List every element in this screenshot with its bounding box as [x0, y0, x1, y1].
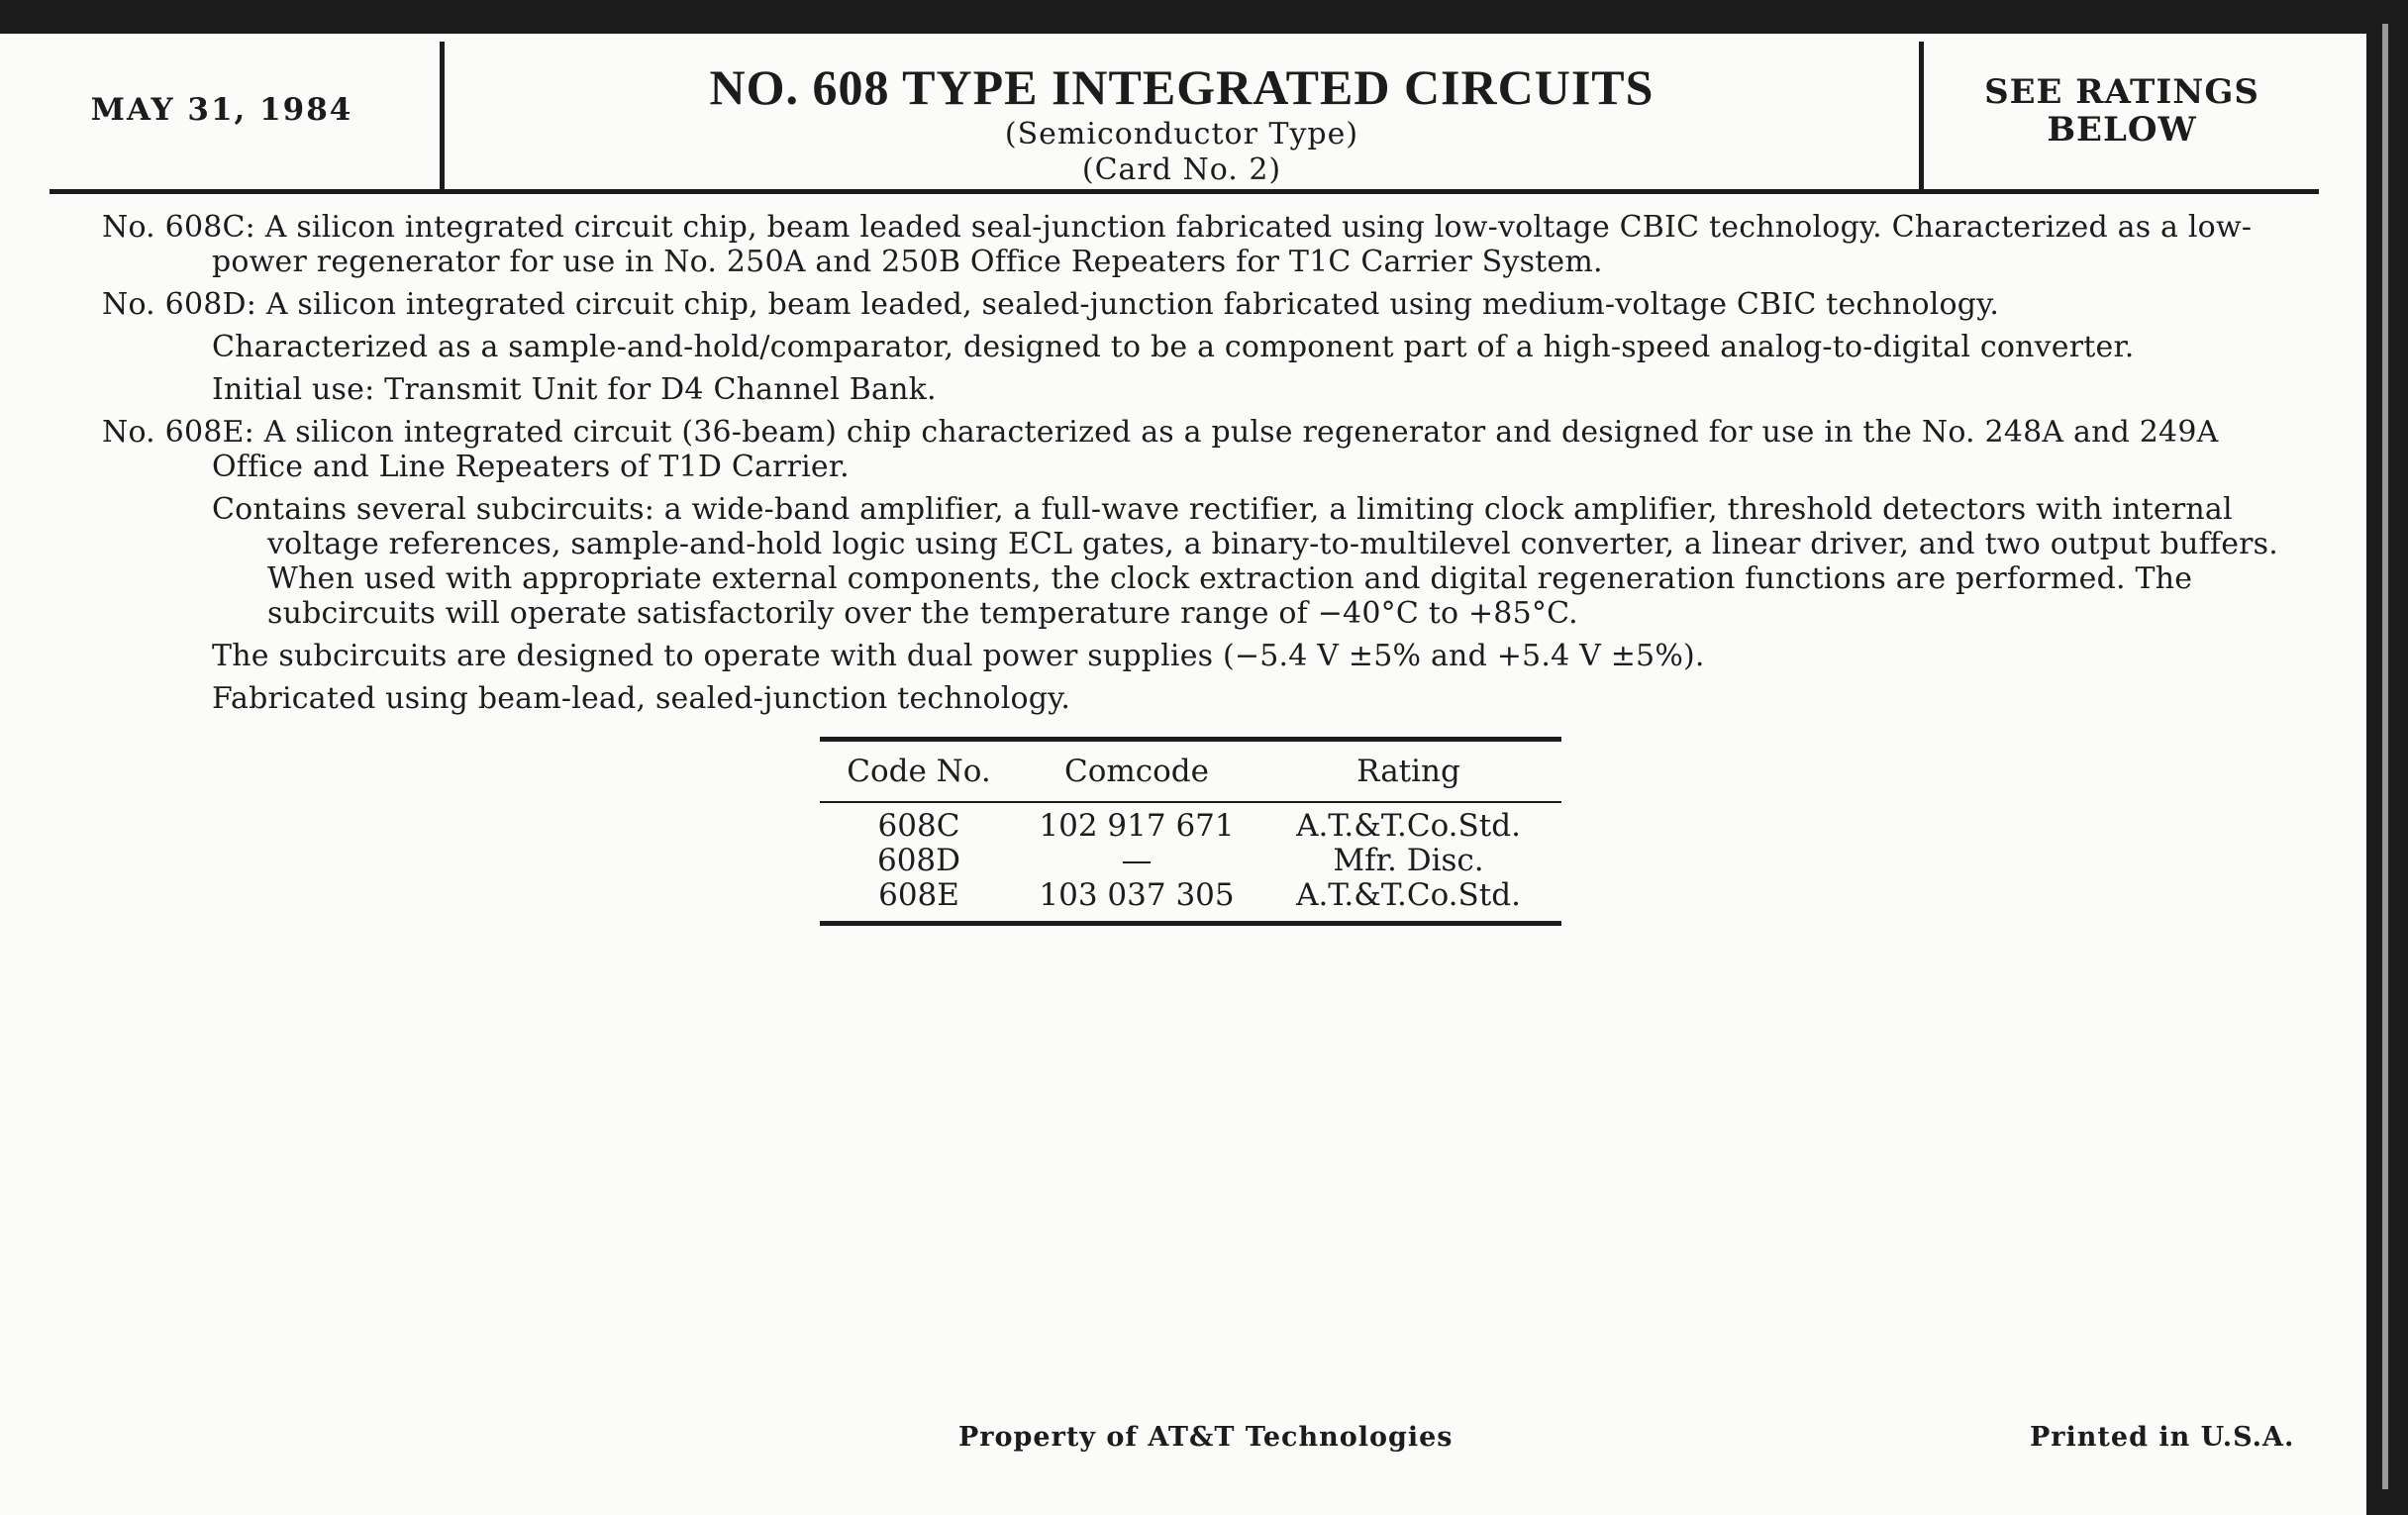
ratings-table — [820, 737, 1561, 926]
column-header-comcode: Comcode — [1064, 754, 1209, 789]
footer-printed: Printed in U.S.A. — [2030, 1422, 2295, 1453]
table-row — [820, 803, 1561, 844]
paragraph-608d: No. 608D: A silicon integrated circuit chip, beam leaded, sealed-junction fabricated using medium-voltage CBIC technology. — [102, 287, 2000, 322]
paragraph-608e-fabrication: Fabricated using beam-lead, sealed-junction technology. — [212, 681, 1071, 716]
paragraph-608d-characterized: Characterized as a sample-and-hold/comparator, designed to be a component part of a high-speed analog-to-digital converter. — [212, 330, 2135, 364]
cell-comcode: 103 037 305 — [1039, 877, 1235, 913]
cell-rating: Mfr. Disc. — [1333, 843, 1484, 878]
paragraph-608c: No. 608C: A silicon integrated circuit chip, beam leaded seal-junction fabricated using low-voltage CBIC technology. Characterized as a low-power regenerator for use in No. 250A and 250B Office Repeaters for T1C Carrier System. — [102, 210, 2253, 279]
card-title-block — [445, 57, 1919, 188]
card-subtitle: (Semiconductor Type) — [1004, 117, 1359, 152]
header-rule — [50, 189, 2319, 194]
paragraph-608e-power: The subcircuits are designed to operate with dual power supplies (−5.4 V ±5% and +5.4 V ±5%). — [212, 639, 1705, 673]
cell-code: 608C — [877, 808, 960, 844]
cell-rating: A.T.&T.Co.Std. — [1296, 877, 1521, 913]
cell-rating: A.T.&T.Co.Std. — [1296, 808, 1521, 844]
paragraph-608e-contains: Contains several subcircuits: a wide-band amplifier, a full-wave rectifier, a limiting clock amplifier, threshold detectors with internal voltage references, sample-and-hold logic using ECL gates, a binary-to-multilevel converter, a linear driver, and two output buffers. When used with appropriate external components, the clock extraction and digital regeneration functions are performed. The subcircuits will operate satisfactorily over the temperature range of −40°C to +85°C. — [212, 492, 2279, 631]
ratings-note-line1: SEE RATINGS — [1984, 72, 2259, 112]
ratings-note-line2: BELOW — [2047, 110, 2197, 150]
card-number: (Card No. 2) — [1081, 152, 1282, 187]
card-edge-shadow — [2366, 0, 2408, 1515]
ratings-note — [1924, 73, 2320, 149]
table-bottom-rule — [820, 921, 1561, 926]
card-edge-line — [2382, 24, 2388, 1489]
paragraph-608d-initial-use: Initial use: Transmit Unit for D4 Channel Bank. — [212, 372, 937, 407]
data-card — [0, 34, 2366, 1515]
paragraph-608e: No. 608E: A silicon integrated circuit (36-beam) chip characterized as a pulse regenerator and designed for use in the No. 248A and 249A Office and Line Repeaters of T1D Carrier. — [102, 415, 2219, 484]
cell-comcode: 102 917 671 — [1039, 808, 1235, 844]
table-row — [820, 844, 1561, 878]
footer-property: Property of AT&T Technologies — [958, 1422, 1454, 1453]
cell-comcode: — — [1121, 843, 1153, 878]
card-date: MAY 31, 1984 — [90, 92, 353, 128]
description-body — [102, 210, 2280, 724]
column-header-rating: Rating — [1356, 754, 1460, 789]
cell-code: 608E — [878, 877, 959, 913]
table-row — [820, 878, 1561, 921]
card-title: NO. 608 TYPE INTEGRATED CIRCUITS — [709, 59, 1655, 115]
cell-code: 608D — [876, 843, 961, 878]
column-header-code: Code No. — [847, 754, 991, 789]
